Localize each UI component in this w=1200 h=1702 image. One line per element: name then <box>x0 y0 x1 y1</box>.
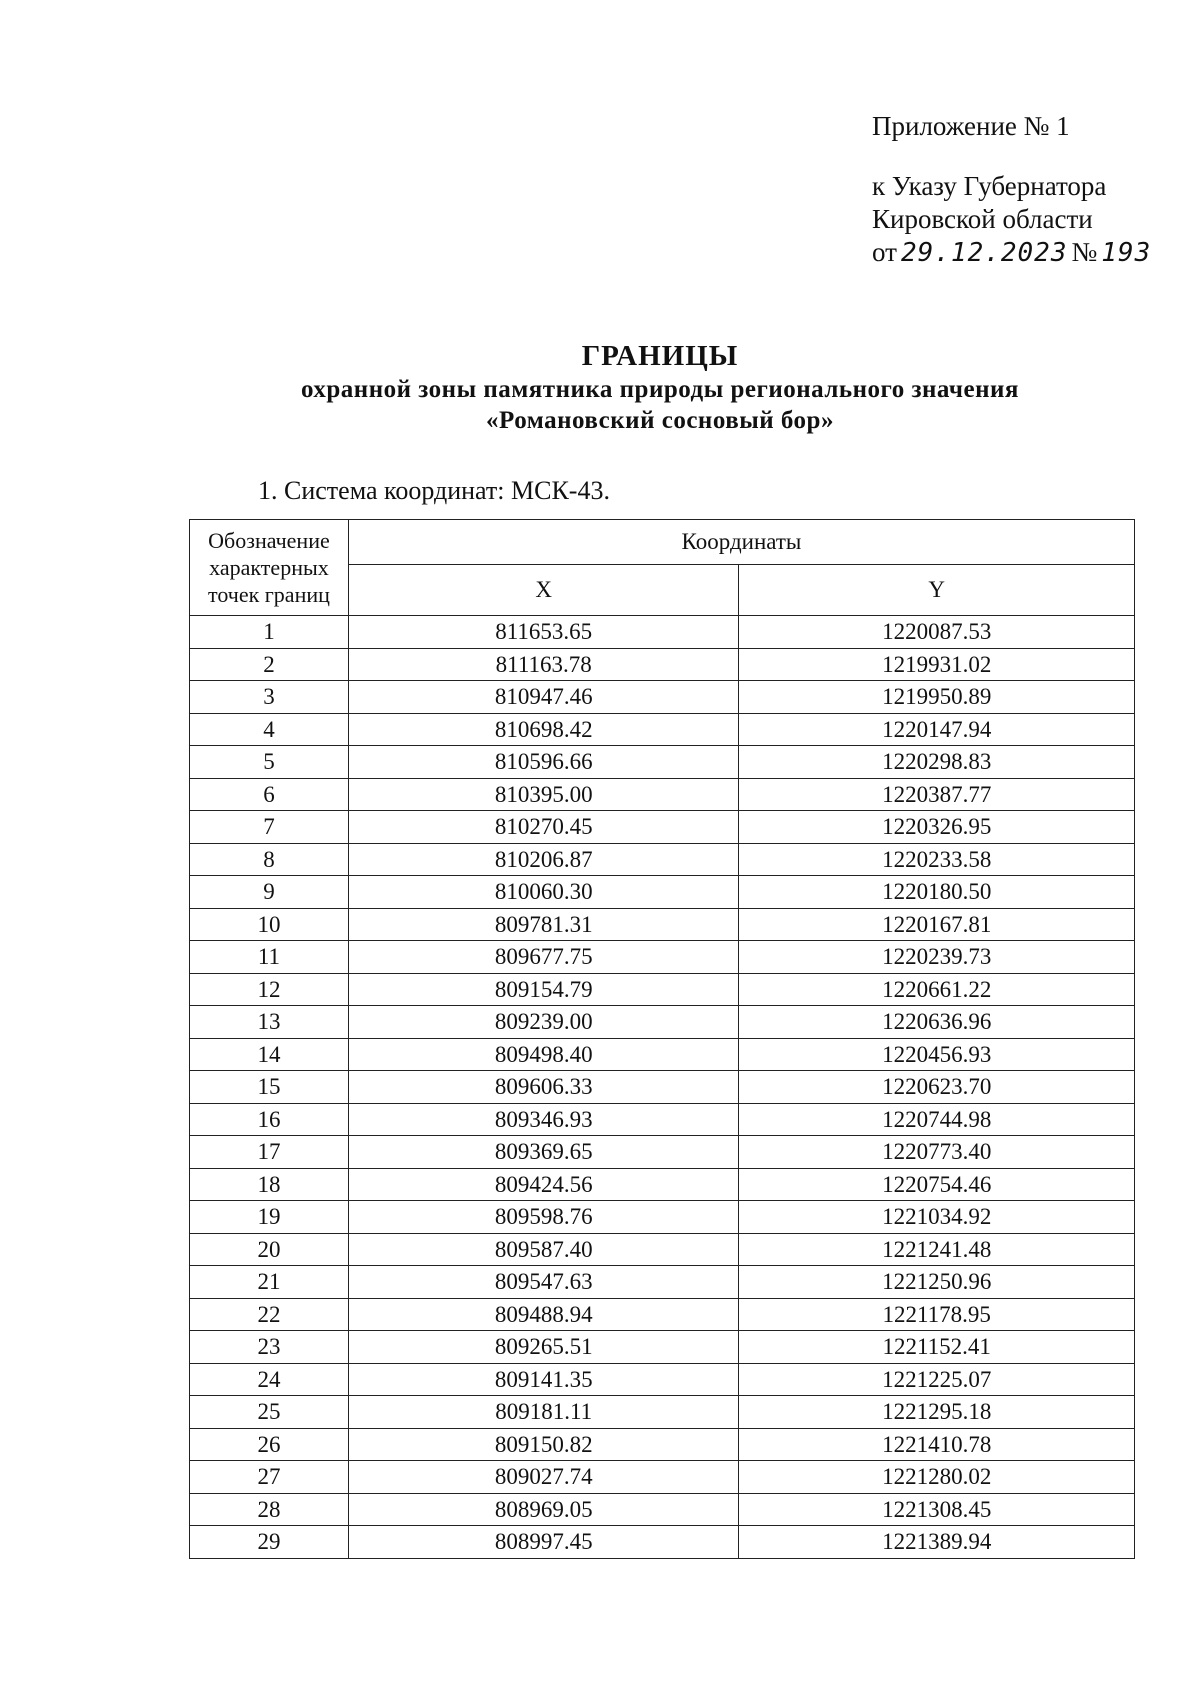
point-number-cell: 5 <box>190 746 349 779</box>
point-number-cell: 12 <box>190 973 349 1006</box>
table-row <box>190 1136 1135 1169</box>
appendix-region: Кировской области <box>872 204 1093 234</box>
point-number-cell: 19 <box>190 1201 349 1234</box>
table-row <box>190 1298 1135 1331</box>
title-subtitle-1: охранной зоны памятника природы регионального значения <box>301 376 1019 403</box>
y-coordinate-cell: 1221389.94 <box>739 1526 1135 1559</box>
table-row <box>190 1201 1135 1234</box>
point-number-cell: 21 <box>190 1266 349 1299</box>
table-row <box>190 843 1135 876</box>
point-number-cell: 29 <box>190 1526 349 1559</box>
y-coordinate-cell: 1220754.46 <box>739 1168 1135 1201</box>
y-coordinate-cell: 1220298.83 <box>739 746 1135 779</box>
table-row <box>190 811 1135 844</box>
handwritten-date: 29.12.2023 <box>900 238 1068 268</box>
x-coordinate-cell: 809587.40 <box>348 1233 739 1266</box>
point-number-cell: 28 <box>190 1493 349 1526</box>
x-coordinate-cell: 810698.42 <box>348 713 739 746</box>
y-coordinate-cell: 1220744.98 <box>739 1103 1135 1136</box>
table-row <box>190 648 1135 681</box>
x-coordinate-cell: 809346.93 <box>348 1103 739 1136</box>
table-row <box>190 908 1135 941</box>
header-y: Y <box>739 565 1135 616</box>
point-number-cell: 3 <box>190 681 349 714</box>
point-number-cell: 25 <box>190 1396 349 1429</box>
x-coordinate-cell: 809547.63 <box>348 1266 739 1299</box>
point-number-cell: 1 <box>190 616 349 649</box>
table-row <box>190 1428 1135 1461</box>
x-coordinate-cell: 809424.56 <box>348 1168 739 1201</box>
table-row <box>190 713 1135 746</box>
table-row <box>190 778 1135 811</box>
x-coordinate-cell: 808969.05 <box>348 1493 739 1526</box>
x-coordinate-cell: 808997.45 <box>348 1526 739 1559</box>
x-coordinate-cell: 809498.40 <box>348 1038 739 1071</box>
y-coordinate-cell: 1220387.77 <box>739 778 1135 811</box>
y-coordinate-cell: 1221295.18 <box>739 1396 1135 1429</box>
x-coordinate-cell: 810270.45 <box>348 811 739 844</box>
x-coordinate-cell: 810947.46 <box>348 681 739 714</box>
table-row <box>190 973 1135 1006</box>
header-coordinates: Координаты <box>348 520 1134 565</box>
table-row <box>190 1168 1135 1201</box>
table-row <box>190 1038 1135 1071</box>
table-row <box>190 1266 1135 1299</box>
table-row <box>190 1396 1135 1429</box>
number-prefix: № <box>1071 237 1098 267</box>
point-number-cell: 15 <box>190 1071 349 1104</box>
table-row <box>190 1493 1135 1526</box>
title-subtitle-2: «Романовский сосновый бор» <box>486 407 834 434</box>
y-coordinate-cell: 1220773.40 <box>739 1136 1135 1169</box>
appendix-block <box>872 110 1155 270</box>
y-coordinate-cell: 1220636.96 <box>739 1006 1135 1039</box>
x-coordinate-cell: 809141.35 <box>348 1363 739 1396</box>
y-coordinate-cell: 1219950.89 <box>739 681 1135 714</box>
table-row <box>190 1461 1135 1494</box>
table-row <box>190 681 1135 714</box>
x-coordinate-cell: 809239.00 <box>348 1006 739 1039</box>
x-coordinate-cell: 810596.66 <box>348 746 739 779</box>
y-coordinate-cell: 1221410.78 <box>739 1428 1135 1461</box>
y-coordinate-cell: 1221241.48 <box>739 1233 1135 1266</box>
header-point-label: Обозначение характерных точек границ <box>190 520 349 616</box>
y-coordinate-cell: 1221152.41 <box>739 1331 1135 1364</box>
x-coordinate-cell: 809150.82 <box>348 1428 739 1461</box>
point-number-cell: 7 <box>190 811 349 844</box>
table-row <box>190 1233 1135 1266</box>
handwritten-number: 193 <box>1101 238 1152 268</box>
header-x: X <box>348 565 739 616</box>
y-coordinate-cell: 1220239.73 <box>739 941 1135 974</box>
point-number-cell: 20 <box>190 1233 349 1266</box>
appendix-number: Приложение № 1 <box>872 111 1070 141</box>
point-number-cell: 16 <box>190 1103 349 1136</box>
x-coordinate-cell: 811653.65 <box>348 616 739 649</box>
x-coordinate-cell: 809606.33 <box>348 1071 739 1104</box>
y-coordinate-cell: 1220456.93 <box>739 1038 1135 1071</box>
x-coordinate-cell: 809027.74 <box>348 1461 739 1494</box>
x-coordinate-cell: 809598.76 <box>348 1201 739 1234</box>
point-number-cell: 9 <box>190 876 349 909</box>
table-row <box>190 1103 1135 1136</box>
coordinates-table <box>189 519 1135 1559</box>
y-coordinate-cell: 1220167.81 <box>739 908 1135 941</box>
x-coordinate-cell: 811163.78 <box>348 648 739 681</box>
y-coordinate-cell: 1221308.45 <box>739 1493 1135 1526</box>
point-number-cell: 13 <box>190 1006 349 1039</box>
table-row <box>190 616 1135 649</box>
point-number-cell: 17 <box>190 1136 349 1169</box>
point-number-cell: 22 <box>190 1298 349 1331</box>
date-prefix: от <box>872 237 897 267</box>
table-row <box>190 1006 1135 1039</box>
point-number-cell: 4 <box>190 713 349 746</box>
x-coordinate-cell: 809369.65 <box>348 1136 739 1169</box>
table-row <box>190 746 1135 779</box>
x-coordinate-cell: 810060.30 <box>348 876 739 909</box>
x-coordinate-cell: 809781.31 <box>348 908 739 941</box>
point-number-cell: 27 <box>190 1461 349 1494</box>
appendix-decree: к Указу Губернатора <box>872 171 1107 201</box>
document-title <box>160 338 1160 436</box>
point-number-cell: 24 <box>190 1363 349 1396</box>
point-number-cell: 26 <box>190 1428 349 1461</box>
appendix-date-line <box>872 236 1155 270</box>
coordinate-system-heading: 1. Система координат: МСК-43. <box>258 476 610 505</box>
y-coordinate-cell: 1221034.92 <box>739 1201 1135 1234</box>
point-number-cell: 23 <box>190 1331 349 1364</box>
y-coordinate-cell: 1220147.94 <box>739 713 1135 746</box>
point-number-cell: 6 <box>190 778 349 811</box>
y-coordinate-cell: 1220326.95 <box>739 811 1135 844</box>
y-coordinate-cell: 1219931.02 <box>739 648 1135 681</box>
x-coordinate-cell: 809181.11 <box>348 1396 739 1429</box>
y-coordinate-cell: 1221178.95 <box>739 1298 1135 1331</box>
y-coordinate-cell: 1220661.22 <box>739 973 1135 1006</box>
y-coordinate-cell: 1220233.58 <box>739 843 1135 876</box>
point-number-cell: 10 <box>190 908 349 941</box>
title-main: ГРАНИЦЫ <box>581 340 739 372</box>
y-coordinate-cell: 1220180.50 <box>739 876 1135 909</box>
point-number-cell: 8 <box>190 843 349 876</box>
point-number-cell: 18 <box>190 1168 349 1201</box>
table-row <box>190 941 1135 974</box>
y-coordinate-cell: 1220623.70 <box>739 1071 1135 1104</box>
x-coordinate-cell: 809154.79 <box>348 973 739 1006</box>
table-row <box>190 1071 1135 1104</box>
y-coordinate-cell: 1221280.02 <box>739 1461 1135 1494</box>
y-coordinate-cell: 1221225.07 <box>739 1363 1135 1396</box>
x-coordinate-cell: 809265.51 <box>348 1331 739 1364</box>
x-coordinate-cell: 810206.87 <box>348 843 739 876</box>
point-number-cell: 11 <box>190 941 349 974</box>
x-coordinate-cell: 809677.75 <box>348 941 739 974</box>
y-coordinate-cell: 1220087.53 <box>739 616 1135 649</box>
y-coordinate-cell: 1221250.96 <box>739 1266 1135 1299</box>
table-row <box>190 876 1135 909</box>
table-row <box>190 1526 1135 1559</box>
point-number-cell: 2 <box>190 648 349 681</box>
point-number-cell: 14 <box>190 1038 349 1071</box>
table-row <box>190 1363 1135 1396</box>
table-row <box>190 1331 1135 1364</box>
x-coordinate-cell: 810395.00 <box>348 778 739 811</box>
x-coordinate-cell: 809488.94 <box>348 1298 739 1331</box>
